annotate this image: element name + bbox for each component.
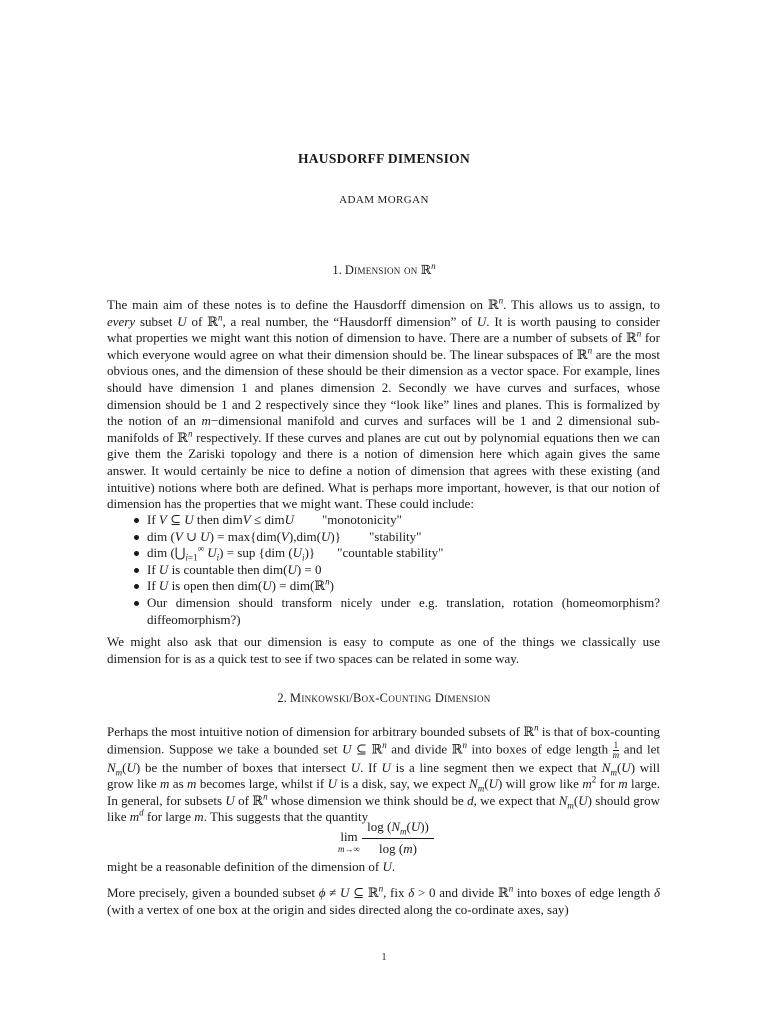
page-number: 1: [381, 952, 387, 963]
limit-formula: lim m→∞ $\frac{\log (N_m(U))}{\log (m)}$: [0, 818, 768, 858]
section-2-heading: 2. Minkowski/Box-Counting Dimension: [277, 691, 491, 705]
section-2-paragraph-1: Perhaps the most intuitive notion of dimension for arbitrary bounded subsets of ℝ$^n$ is that of box-counting dimension. Suppose we take a bounded set U ⊆ ℝ$^n$ and divide ℝ$^n$ into boxes of edge length $\frac{1}{m}$ and let $N_m(U)$ be the number of boxes that intersect U. If U is a line segment then we expect that $N_m(U)$ will grow like m as m becomes large, whilst if U is a disk, say, we expect $N_m(U)$ will grow like $m^2$ for m large. In general, for subsets U of ℝ$^n$ whose dimension we think should be d, we expect that $N_m(U)$ should grow like $m^d$ for large m. This suggests that the quantity: [107, 722, 661, 825]
list-item: dim ($⋃_{i=1}^\infty$ $U_i$) = sup {dim $(U_i)$} "countable stability": [133, 545, 660, 562]
list-item: If V ⊆ U then dimV ≤ dimU "monotonicity": [133, 512, 660, 529]
list-item: dim (V ∪ U) = max{dim(V),dim(U)} "stability": [133, 529, 660, 546]
section-1-paragraph-1: The main aim of these notes is to define the Hausdorff dimension on ℝ$^n$. This allows us to assign, to every subset U of ℝ$^n$, a real number, the “Hausdorff dimension” of U. It is worth pausing to consider what properties we might want this notion of dimension to have. There are a number of subsets of ℝ$^n$ for which everyone would agree on what their dimension should be. The linear subspaces of ℝ$^n$ are the most obvious ones, and the dimension of these should be their dimension as a vector space. For example, lines should have dimension 1 and planes dimension 2. Secondly we have curves and surfaces, whose dimension should be 1 and 2 respectively since they “look like” lines and planes. This is formalized by the notion of an m−dimensional manifold and curves and surfaces will be 1 and 2 dimensional sub-manifolds of ℝ$^n$ respectively. If these curves and planes are cut out by polynomial equations then we can give them the Zariski topology and there is a notion of dimension here which again gives the same answer. It would certainly be nice to define a notion of dimension that agrees with these existing (and intuitive) notions where both are defined. What is perhaps more important, however, is that our notion of dimension has the properties that we might want. These could include:: [107, 295, 661, 512]
section-2-paragraph-2: might be a reasonable definition of the dimension of U.: [107, 859, 396, 874]
section-2-paragraph-3: More precisely, given a bounded subset ϕ ≠ U ⊆ ℝ$^n$, fix δ > 0 and divide ℝ$^n$ into boxes of edge length δ (with a vertex of one box at the origin and sides directed along the co-ordinate axes, say): [107, 883, 660, 917]
section-1-heading: 1. Dimension on ℝ$^n$: [332, 260, 436, 277]
section-1-paragraph-2: We might also ask that our dimension is easy to compute as one of the things we classically use dimension for is as a quick test to see if two spaces can be related in some way.: [107, 634, 660, 666]
list-item: If U is countable then dim(U) = 0: [133, 562, 660, 579]
paper-author: ADAM MORGAN: [339, 194, 429, 206]
list-item: Our dimension should transform nicely under e.g. translation, rotation (homeomorphism? diffeomorphism?): [133, 595, 660, 628]
paper-title: HAUSDORFF DIMENSION: [297, 151, 471, 166]
properties-list: [133, 512, 660, 628]
list-item: If U is open then dim(U) = dim(ℝ$^n$): [133, 578, 660, 595]
